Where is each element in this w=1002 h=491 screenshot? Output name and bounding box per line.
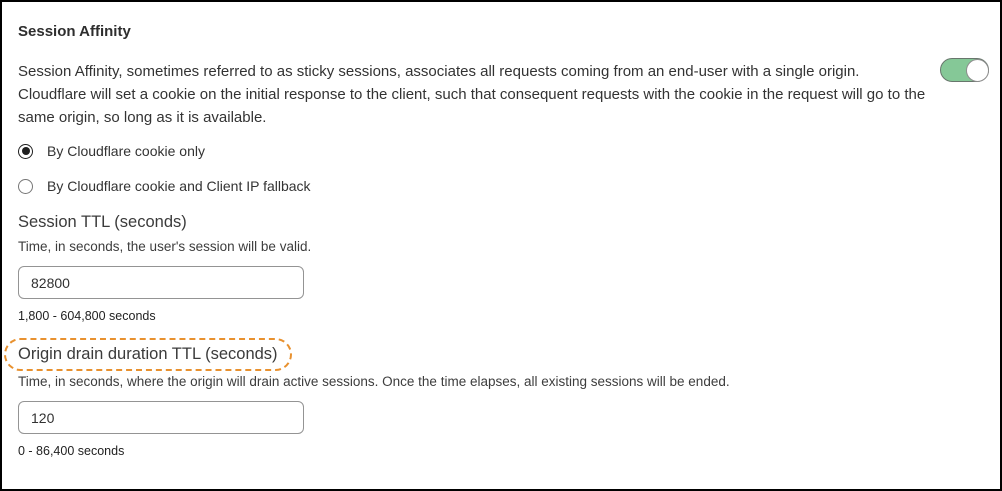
radio-button-selected-icon[interactable] [18, 144, 33, 159]
panel-title: Session Affinity [18, 23, 131, 40]
origin-drain-highlight-annotation [4, 338, 292, 371]
panel-content [2, 2, 1000, 459]
origin-drain-range: 0 - 86,400 seconds [18, 444, 125, 458]
origin-drain-label: Origin drain duration TTL (seconds) [18, 345, 278, 363]
toggle-knob [966, 59, 989, 82]
radio-option-cookie-and-ip[interactable] [18, 177, 984, 195]
radio-option-label[interactable]: By Cloudflare cookie and Client IP fallback [47, 178, 311, 194]
session-affinity-toggle[interactable] [940, 58, 989, 82]
session-ttl-help: Time, in seconds, the user's session will be valid. [18, 239, 312, 254]
radio-option-label[interactable]: By Cloudflare cookie only [47, 143, 205, 159]
session-ttl-range: 1,800 - 604,800 seconds [18, 309, 156, 323]
panel-description: Session Affinity, sometimes referred to as sticky sessions, associates all requests coming from an end-user with a single origin. Cloudflare will set a cookie on the initial response to the client, such that consequent requests with the cookie in the request will go to the same origin, so long as it is available. [18, 63, 926, 126]
affinity-mode-radio-group [18, 142, 984, 195]
origin-drain-input[interactable] [18, 401, 304, 434]
origin-drain-help: Time, in seconds, where the origin will drain active sessions. Once the time elapses, all existing sessions will be ended. [18, 374, 730, 389]
radio-button-unselected-icon[interactable] [18, 179, 33, 194]
session-ttl-label: Session TTL (seconds) [18, 213, 187, 231]
radio-option-cookie-only[interactable] [18, 142, 984, 160]
session-ttl-input[interactable] [18, 266, 304, 299]
